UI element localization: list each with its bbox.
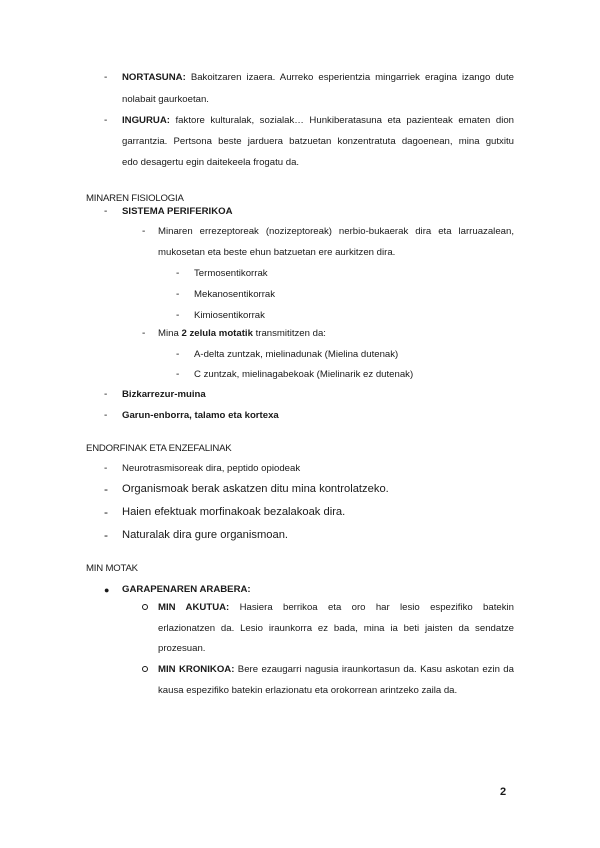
kronikoa-line2: kausa espezifiko batekin erlazionatu eta orokorrean arintzeko zaila da. <box>158 685 458 696</box>
list-dash: - <box>104 505 108 519</box>
section-heading-endorfinak: ENDORFINAK ETA ENZEFALINAK <box>86 443 232 454</box>
kronikoa-text: Bere ezaugarri nagusia iraunkortasun da. Kasu askotan ezin da <box>237 664 514 675</box>
receptor-type: Kimiosentikorrak <box>194 310 265 321</box>
circle-bullet-icon <box>142 604 148 610</box>
list-dash: - <box>104 206 108 217</box>
section-heading-motak: MIN MOTAK <box>86 563 138 574</box>
list-dash: - <box>104 389 108 400</box>
akutua-text: Hasiera berrikoa eta oro har lesio espezifiko batekin <box>239 602 514 613</box>
kronikoa-line1 <box>158 664 514 676</box>
fiber-type: C zuntzak, mielinagabekoak (Mielinarik ez dutenak) <box>194 369 414 380</box>
list-dash: - <box>176 268 180 279</box>
endorfinak-item: Neurotrasmisoreak dira, peptido opiodeak <box>122 463 301 474</box>
list-dash: - <box>176 289 180 300</box>
circle-bullet-icon <box>142 666 148 672</box>
mina-pre: Mina <box>158 328 182 339</box>
akutua-line1 <box>158 602 514 614</box>
list-dash: - <box>142 328 146 339</box>
ingurua-line3: edo desagertu egin daitekeela frogatu da. <box>122 157 300 168</box>
mina-bold: 2 zelula motatik <box>181 328 253 339</box>
list-dash: - <box>104 482 108 496</box>
list-dash: - <box>104 410 108 421</box>
endorfinak-item: Naturalak dira gure organismoan. <box>122 529 289 541</box>
mina-post: transmititzen da: <box>252 328 326 339</box>
list-dash: - <box>142 226 146 237</box>
akutua-line3: prozesuan. <box>158 643 206 654</box>
ingurua-line2: garrantzia. Pertsona beste jarduera batzuetan konzentratuta dagoenean, mina gutxitu <box>122 136 514 147</box>
list-dash: - <box>176 349 180 360</box>
receptor-type: Mekanosentikorrak <box>194 289 276 300</box>
ingurua-text: faktore kulturalak, sozialak… Hunkiberatasuna eta pazienteak ematen dion <box>175 115 514 126</box>
list-dash: - <box>104 72 108 83</box>
periferikoa-label: SISTEMA PERIFERIKOA <box>122 206 233 217</box>
akutua-line2: erlazionatzen da. Lesio iraunkorra ez bada, mina ia beti jaisten da sendatze <box>158 623 514 634</box>
garapena-label: GARAPENAREN ARABERA: <box>122 584 251 595</box>
nortasuna-line2: nolabait gaurkoetan. <box>122 94 209 105</box>
nortasuna-line1 <box>122 72 514 84</box>
nortasuna-term: NORTASUNA: <box>122 72 186 83</box>
section-heading-fisiologia: MINAREN FISIOLOGIA <box>86 193 184 204</box>
list-dash: - <box>104 528 108 542</box>
kronikoa-term: MIN KRONIKOA: <box>158 664 235 675</box>
endorfinak-item: Haien efektuak morfinakoak bezalakoak dira. <box>122 506 346 518</box>
bullet-dot: ● <box>104 585 110 595</box>
fiber-type: A-delta zuntzak, mielinadunak (Mielina dutenak) <box>194 349 399 360</box>
endorfinak-item: Organismoak berak askatzen ditu mina kontrolatzeko. <box>122 483 389 495</box>
list-dash: - <box>176 310 180 321</box>
list-dash: - <box>104 115 108 126</box>
garun-label: Garun-enborra, talamo eta kortexa <box>122 410 279 421</box>
bizkarrezur-label: Bizkarrezur-muina <box>122 389 206 400</box>
mina-transmission <box>158 328 326 340</box>
ingurua-term: INGURUA: <box>122 115 170 126</box>
page-number: 2 <box>500 786 507 798</box>
list-dash: - <box>104 463 108 474</box>
list-dash: - <box>176 369 180 380</box>
receptors-line1: Minaren errezeptoreak (nozizeptoreak) nerbio-bukaerak dira eta larruazalean, <box>158 226 514 237</box>
receptor-type: Termosentikorrak <box>194 268 268 279</box>
nortasuna-text: Bakoitzaren izaera. Aurreko esperientzia mingarriek eragina izango dute <box>190 72 514 83</box>
ingurua-line1 <box>122 115 514 127</box>
receptors-line2: mukosetan eta beste ehun batzuetan ere aurkitzen dira. <box>158 247 396 258</box>
akutua-term: MIN AKUTUA: <box>158 602 230 613</box>
